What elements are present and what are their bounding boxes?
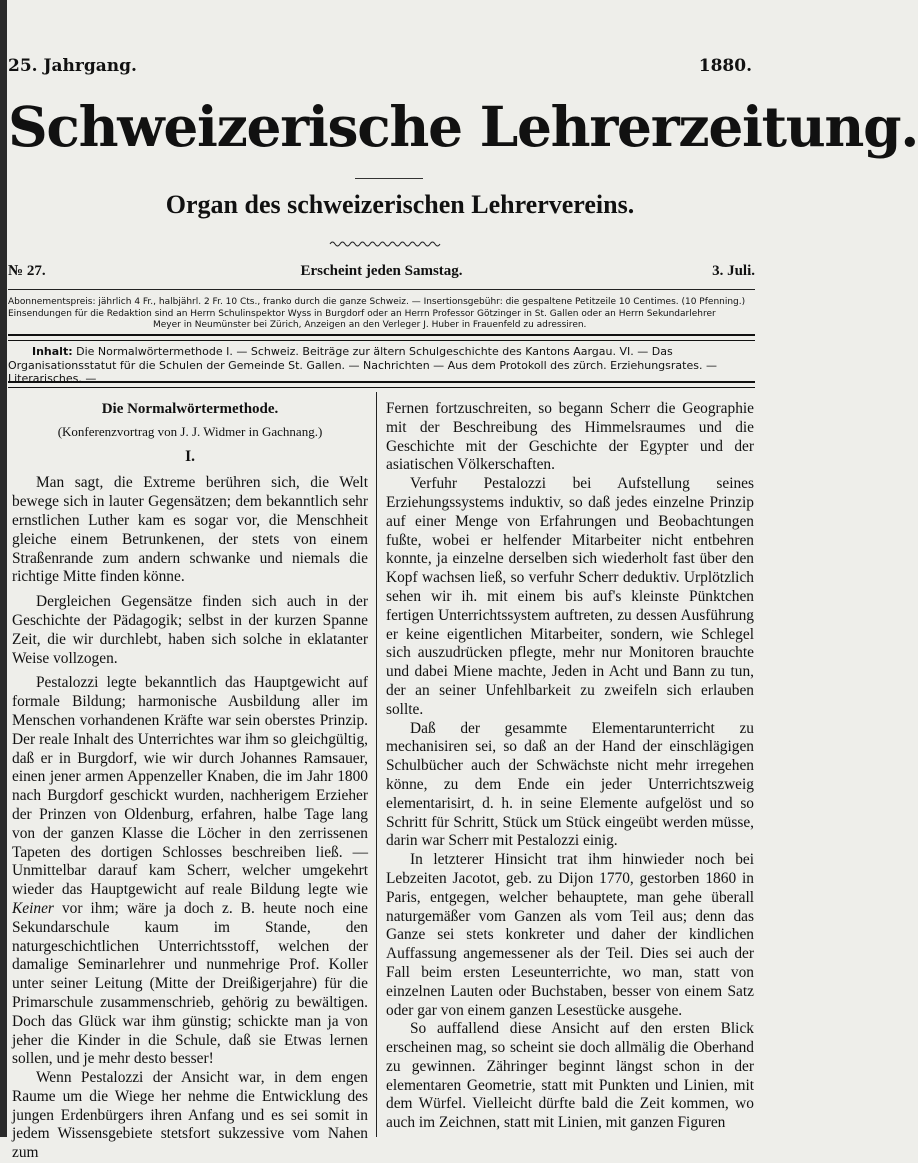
subscription-line-3: Meyer in Neumünster bei Zürich, Anzeigen an den Verleger J. Huber in Frauenfeld zu adressiren. bbox=[153, 320, 587, 330]
paragraph: Fernen fortzuschreiten, so begann Scherr die Geographie mit der Beschreibung des Himmelsraumes und die Geschichte mit der Geschichte der Egypter und der asiatischen Völkerschaften. bbox=[386, 400, 754, 474]
contents-label: Inhalt: bbox=[32, 345, 73, 358]
divider bbox=[8, 289, 755, 290]
volume-label: 25. Jahrgang. bbox=[8, 56, 137, 76]
issue-number: № 27. bbox=[8, 263, 46, 279]
paragraph-text: vor ihm; wäre ja doch z. B. heute noch eine Sekundarschule kaum im Stande, den naturgeschichtlichen Unterrichtsstoff, welchen der damalige Seminarlehrer und nunmehrige Prof. Koller unter seiner Leitung (Mitte der Dreißigerjahre) für die Primarschule zusammenschrieb, gehörig zu bewältigen. Doch das Glück war ihm günstig; schickte man ja von jeher die Kinder in die Schule, daß sie Etwas lernen sollen, und je mehr desto besser! bbox=[12, 899, 368, 1068]
masthead-rule bbox=[355, 178, 423, 179]
subscription-info bbox=[8, 297, 755, 332]
double-divider bbox=[8, 381, 755, 388]
year-label: 1880. bbox=[698, 56, 752, 76]
article-subtitle: (Konferenzvortrag von J. J. Widmer in Gachnang.) bbox=[57, 423, 323, 439]
paragraph bbox=[12, 674, 368, 1069]
table-of-contents bbox=[8, 345, 755, 386]
left-column bbox=[12, 400, 368, 1163]
wavy-ornament bbox=[330, 240, 440, 248]
publication-frequency: Erscheint jeden Samstag. bbox=[300, 263, 463, 279]
column-divider bbox=[376, 392, 377, 1137]
issue-date: 3. Juli. bbox=[712, 263, 755, 279]
right-column bbox=[386, 400, 754, 1133]
emphasized-word: Keiner bbox=[12, 899, 54, 917]
paragraph: Verfuhr Pestalozzi bei Aufstellung seines Erziehungssystems induktiv, so daß jedes einzelne Prinzip auf einer Menge von Erfahrungen und Beobachtungen fußte, wobei er helfender Mitarbeiter nicht entbehren konnte, ja einzelne derselben sich wiederholt fast über den Kopf wachsen ließ, so verfuhr Scherr deduktiv. Urplötzlich sehen wir ih. mit einem bis auf's kleinste Pünktchen fertigen Unterrichtssystem auftreten, zu dessen Ausführung er keine eigentlichen Mitarbeiter, sondern, wie Schlegel sich auszudrücken pflegte, mehr nur Monitoren brauchte und dabei Miene machte, Jeden in Acht und Bann zu tun, der an seiner Unfehlbarkeit zu zweifeln sich erlauben sollte. bbox=[386, 475, 754, 718]
masthead-title: Schweizerische Lehrerzeitung. bbox=[8, 94, 918, 159]
paragraph: Man sagt, die Extreme berühren sich, die Welt bewege sich in lauter Gegensätzen; dem bekanntlich sehr ernstlichen Luther kam es sogar vor, die Menschheit gleiche einem Betrunkenen, der stets von einem Straßenrande zum andern schwanke und niemals die richtige Mitte finden könne. bbox=[12, 474, 368, 586]
paragraph: So auffallend diese Ansicht auf den ersten Blick erscheinen mag, so scheint sie doch allmälig die Oberhand zu gewinnen. Zähringer beginnt längst schon in der elementaren Geometrie, statt mit Punkten und Linien, mit dem Würfel. Vielleicht dürfte bald die Zeit kommen, wo auch im Zeichnen, statt mit Linien, mit ganzen Figuren bbox=[386, 1020, 754, 1132]
paragraph: In letzterer Hinsicht trat ihm hinwieder noch bei Lebzeiten Jacotot, geb. zu Dijon 1770, gestorben 1860 in Paris, entgegen, welcher behauptete, man gehe überall naturgemäßer vom Ganzen als vom Teil aus; denn das Ganze sei stets konkreter und daher der kindlichen Auffassung angemessener als der Teil. Dies sei auch der Fall beim ersten Leseunterrichte, wo man, statt von einzelnen Lauten oder Buchstaben, besser von einem Satz oder gar von einem ganzen Lesestücke ausgehe. bbox=[386, 851, 754, 1019]
subscription-line-2: Einsendungen für die Redaktion sind an Herrn Schulinspektor Wyss in Burgdorf oder an Herrn Professor Götzinger in St. Gallen oder an Herrn Sekundarlehrer bbox=[8, 308, 716, 319]
article-title: Die Normalwörtermethode. bbox=[101, 401, 279, 417]
binding-edge bbox=[0, 0, 7, 1137]
subscription-line-1: Abonnementspreis: jährlich 4 Fr., halbjährl. 2 Fr. 10 Cts., franko durch die ganze Schweiz. — Insertionsgebühr: die gespaltene Petitzeile 10 Centimes. (10 Pfenning.) bbox=[8, 297, 746, 307]
paragraph-text: Pestalozzi legte bekanntlich das Hauptgewicht auf formale Bildung; harmonische Ausbildung aller im Menschen vorhandenen Kräfte war sein oberstes Prinzip. Der reale Inhalt des Unterrichtes war ihm so gleichgültig, daß er in Burgdorf, wie wir durch Johannes Ramsauer, einen jener armen Appenzeller Knaben, die im Jahr 1800 nach Burgdorf geschickt wurden, nachherigem Erzieher der Prinzen von Oldenburg, erfahren, halbe Tage lang von der ganzen Klasse die Löcher in den zerrissenen Tapeten des dortigen Schlosses beschreiben ließ. — Unmittelbar darauf kam Scherr, welcher umgekehrt wieder das Hauptgewicht auf reale Bildung legte wie bbox=[12, 674, 368, 899]
masthead-subtitle: Organ des schweizerischen Lehrervereins. bbox=[165, 190, 635, 219]
paragraph: Wenn Pestalozzi der Ansicht war, in dem engen Raume um die Wiege her nehme die Entwicklung des jungen Erdenbürgers ihren Anfang und es sei somit in jedem Wissensgebiete stetsfort sukzessive vom Nahen zum bbox=[12, 1069, 368, 1162]
paragraph: Dergleichen Gegensätze finden sich auch in der Geschichte der Pädagogik; selbst in der kurzen Spanne Zeit, die wir durchlebt, haben sich solche in eklatanter Weise vollzogen. bbox=[12, 593, 368, 667]
section-number: I. bbox=[185, 447, 195, 465]
contents-text: Die Normalwörtermethode I. — Schweiz. Beiträge zur ältern Schulgeschichte des Kantons Aargau. VI. — Das Organisationsstatut für die Schulen der Gemeinde St. Gallen. — Nachrichten — Aus dem Protokoll des zürch. Erziehungsrates. — Literarisches. — bbox=[8, 345, 717, 385]
paragraph: Daß der gesammte Elementarunterricht zu mechanisiren sei, so daß an der Hand der einschlägigen Schulbücher auch der Schwächste nicht mehr irregehen könne, zu dem Ende ein jeder Unterrichtszweig elementarisirt, d. h. in seine Elemente aufgelöst und so Schritt für Schritt, Stück um Stück eingeübt werden müsse, darin war Scherr mit Pestalozzi einig. bbox=[386, 719, 754, 850]
double-divider bbox=[8, 334, 755, 341]
